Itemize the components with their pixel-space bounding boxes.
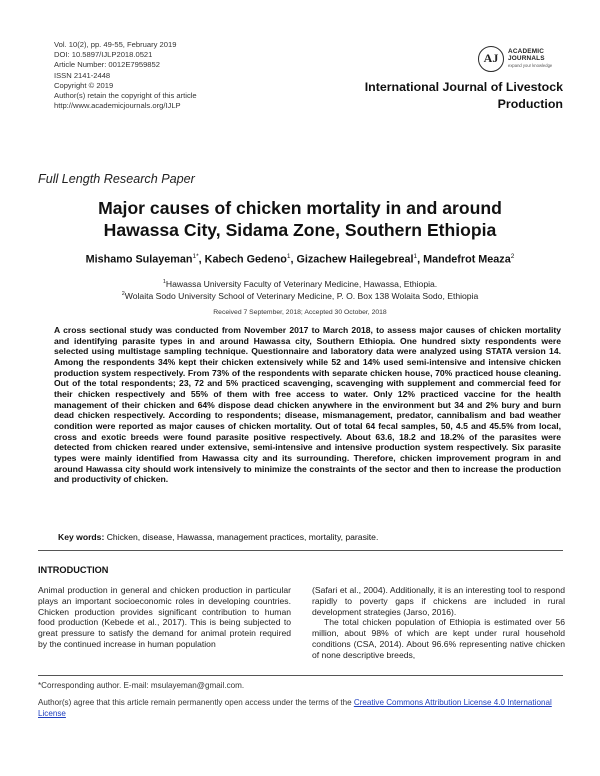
author-separator: , [198, 253, 205, 266]
author-separator: , [290, 253, 297, 266]
author-name: Gizachew Hailegebreal [296, 253, 414, 266]
keywords-label: Key words: [58, 532, 105, 542]
divider-footer [38, 675, 563, 676]
affiliation-text: Wolaita Sodo University School of Veterinary Medicine, P. O. Box 138 Wolaita Sodo, Ethiopia [124, 291, 479, 301]
body-paragraph: (Safari et al., 2004). Additionally, it is an interesting tool to respond rapidly to poverty gaps if chickens are included in rural development strategies (Jarso, 2016). [312, 585, 565, 617]
body-paragraph: The total chicken population of Ethiopia is estimated over 56 million, about 98% of which are kept under rural household conditions (CSA, 2014). About 96.6% representing native chicken of none descriptive breeds, [312, 617, 565, 660]
author-name: Mishamo Sulayeman [85, 253, 193, 266]
meta-copyright: Copyright © 2019 [54, 80, 114, 90]
meta-journal-url[interactable]: http://www.academicjournals.org/IJLP [54, 101, 181, 111]
section-heading: INTRODUCTION [38, 565, 109, 575]
logo-text-academic: ACADEMIC [508, 48, 545, 55]
author-name: Kabech Gedeno [204, 253, 287, 266]
abstract: A cross sectional study was conducted from November 2017 to March 2018, to assess major causes of chicken mortality and identifying parasite types in and around Hawassa city, Southern Ethiopia. One hundred sixty respondents were selected using multistage sampling technique. Questionnaire and laboratory data were analyzed using STATA version 14. Among the respondents 34% kept their chicken extensively while 52 and 14% used semi-intensive and intensive chicken production system respectively. From 73% of the respondents with separate chicken house, 70% practiced house cleaning. Out of the total respondents; 23, 72 and 5% practiced scavenging, scavenging with supplement and commercial feed for their chicken respectively and 55% of them with free access to water. Only 12% practiced vaccine for the health management of their chicken and 64% dispose dead chicken anywhere in the environment but 34 and 2% bury and burn dead chicken respectively. According to respondents; disease, mismanagement, predator, cannibalism and bad weather condition were reported as major causes of chicken mortality. Out of total 64 fecal samples, 50, 4.5 and 45.5% from local, cross and exotic breeds were found parasite positive respectively. About 63.6, 18.2 and 18.2% of the parasites were detected from chicken reared under extensive, semi-intensive and intensive production system respectively. Six parasite types were mainly identified from Hawassa city and its surrounding. Therefore, chicken improvement program in and around Hawassa city should work intensively to minimize the constraints of the sector and then to increase the production and productivity of chicken. [54, 325, 561, 485]
journal-name [303, 79, 563, 113]
divider-top [38, 550, 563, 551]
meta-rights: Author(s) retain the copyright of this article [54, 91, 197, 101]
meta-doi: DOI: 10.5897/IJLP2018.0521 [54, 50, 153, 60]
affiliation-sup: 1 [162, 279, 166, 286]
title-line1: Major causes of chicken mortality in and around [98, 198, 502, 218]
journal-name-line1: International Journal of Livestock [364, 80, 563, 94]
paper-title [40, 197, 560, 241]
journal-name-line2: Production [497, 97, 563, 111]
author-sup: 1 [413, 253, 418, 260]
logo-text-journals: JOURNALS [508, 55, 545, 62]
author-sup: 2 [510, 253, 515, 260]
author-sup: 1* [192, 253, 199, 260]
publisher-logo [478, 46, 578, 76]
logo-mark: AJ [483, 51, 499, 65]
license-link[interactable]: Creative Commons Attribution License 4.0 International License [38, 698, 552, 718]
body-paragraph: Animal production in general and chicken production in particular plays an important socioeconomic roles in developing countries. Chicken production provides significant contribution to human food production (Kebede et al., 2017). This is being subjected to great pressure to satisfy the demand for animal protein required by the continued increase in human population [38, 585, 291, 649]
license-notice [38, 697, 564, 719]
affiliation-1 [40, 279, 560, 289]
author-sup: 1 [286, 253, 291, 260]
title-line2: Hawassa City, Sidama Zone, Southern Ethiopia [103, 220, 497, 240]
author-list [40, 253, 560, 266]
affiliation-2 [40, 291, 560, 301]
affiliation-text: Hawassa University Faculty of Veterinary Medicine, Hawassa, Ethiopia. [165, 279, 438, 289]
paper-type: Full Length Research Paper [38, 172, 195, 186]
body-column-right [312, 585, 565, 661]
keywords [58, 532, 558, 542]
received-accepted-dates: Received 7 September, 2018; Accepted 30 October, 2018 [213, 309, 387, 316]
meta-issn: ISSN 2141-2448 [54, 70, 111, 80]
article-metadata [54, 40, 294, 111]
license-text: Author(s) agree that this article remain permanently open access under the terms of the [38, 698, 354, 707]
meta-volume: Vol. 10(2), pp. 49-55, February 2019 [54, 40, 177, 49]
keywords-text: Chicken, disease, Hawassa, management practices, mortality, parasite. [106, 532, 379, 542]
body-column-left [38, 585, 291, 650]
author-name: Mandefrot Meaza [423, 253, 511, 266]
author-separator: , [417, 253, 424, 266]
affiliation-sup: 2 [121, 291, 125, 298]
corresponding-author: *Corresponding author. E-mail: msulayeman@gmail.com. [38, 681, 245, 690]
meta-article-number: Article Number: 0012E7959852 [54, 60, 160, 70]
logo-tagline: expand your knowledge [508, 63, 553, 68]
